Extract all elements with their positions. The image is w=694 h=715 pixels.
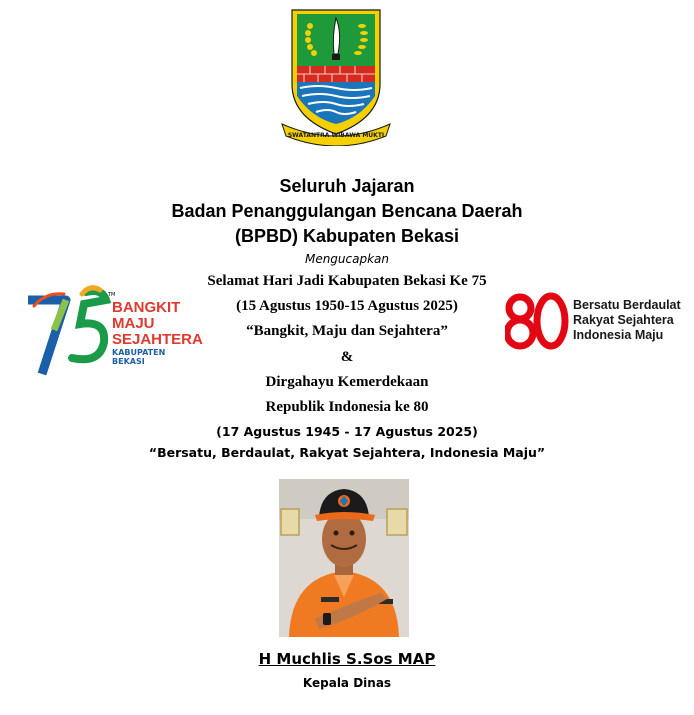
logo-80-text-3: Indonesia Maju [573, 328, 664, 342]
greeting-ampersand: & [340, 349, 354, 365]
logo-80-text-1: Bersatu Berdaulat [573, 298, 681, 312]
portrait-photo [279, 479, 409, 637]
logo-80-ri [505, 292, 681, 352]
heading-line-3: (BPBD) Kabupaten Bekasi [234, 226, 460, 246]
greeting-line-7: “Bersatu, Berdaulat, Rakyat Sejahtera, Indonesia Maju” [148, 445, 546, 460]
greeting-line-4: Dirgahayu Kemerdekaan [265, 374, 429, 390]
heading-line-1: Seluruh Jajaran [279, 176, 415, 196]
person-title: Kepala Dinas [302, 676, 392, 690]
mengucapkan-text: Mengucapkan [304, 252, 390, 266]
kabupaten-bekasi-emblem [280, 6, 392, 146]
greeting-line-2: (15 Agustus 1950-15 Agustus 2025) [236, 298, 458, 314]
emblem-motto: SWATANTRA WIBAWA MUKTI [287, 132, 385, 139]
person-name: H Muchlis S.Sos MAP [258, 650, 436, 668]
logo-75-text-1: BANGKIT [112, 299, 181, 316]
logo-75-mark [24, 282, 114, 377]
logo-75-tm: TM [108, 292, 116, 298]
greeting-line-5: Republik Indonesia ke 80 [265, 399, 429, 415]
greeting-line-6: (17 Agustus 1945 - 17 Agustus 2025) [216, 424, 478, 439]
logo-75-text-4: KABUPATEN BEKASI [112, 348, 166, 366]
logo-75-text-2: MAJU [112, 315, 155, 332]
greeting-line-3: “Bangkit, Maju dan Sejahtera” [246, 323, 448, 339]
logo-80-text-2: Rakyat Sejahtera [573, 313, 674, 327]
logo-75-bangkit [24, 282, 203, 377]
greeting-line-1: Selamat Hari Jadi Kabupaten Bekasi Ke 75 [207, 273, 487, 289]
logo-80-mark [505, 292, 569, 350]
logo-75-text-3: SEJAHTERA [112, 331, 203, 348]
heading-line-2: Badan Penanggulangan Bencana Daerah [171, 201, 523, 221]
